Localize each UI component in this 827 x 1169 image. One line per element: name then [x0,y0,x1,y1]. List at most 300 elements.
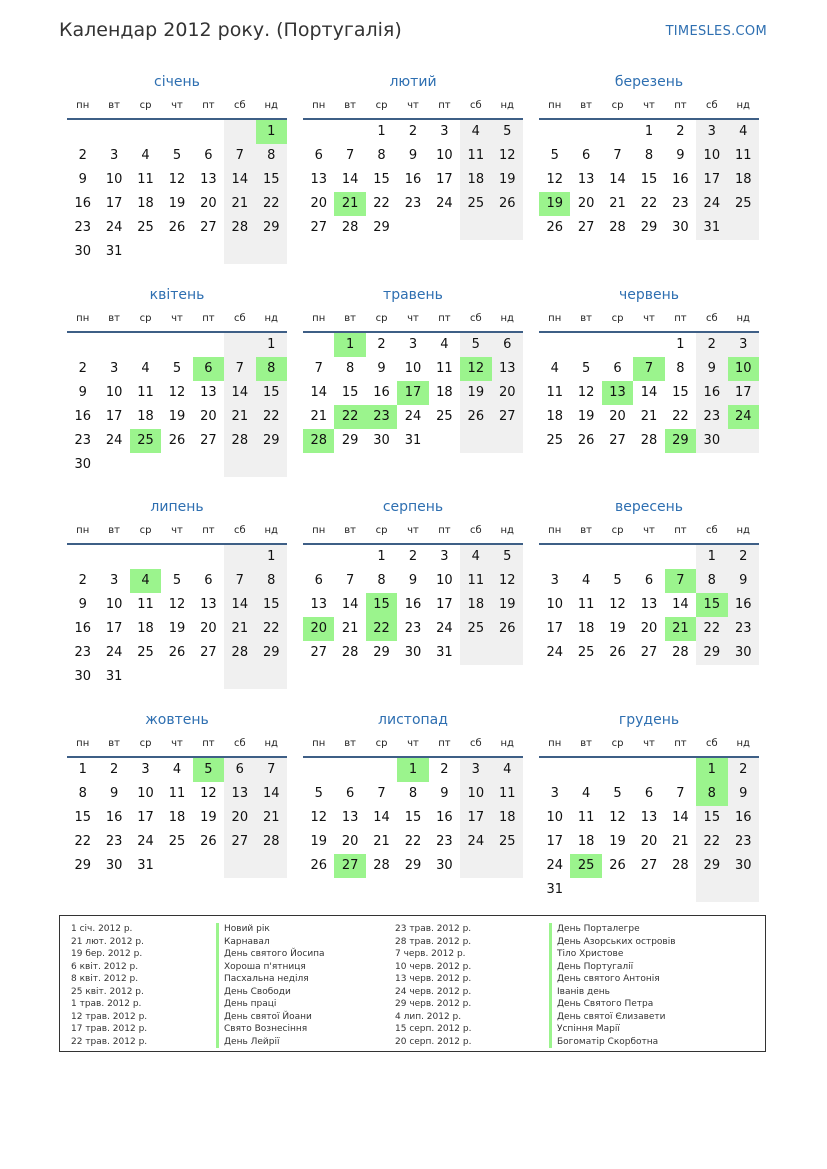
day-cell[interactable]: 29 [74,858,91,873]
day-cell[interactable]: 15 [640,172,658,187]
day-cell[interactable]: 17 [105,621,123,636]
day-cell[interactable]: 16 [74,409,91,424]
day-cell[interactable]: 31 [105,669,123,684]
day-cell[interactable]: 25 [492,830,523,854]
day-cell[interactable]: 27 [609,433,626,448]
day-cell[interactable]: 23 [74,645,91,660]
day-cell[interactable]: 15 [404,810,422,825]
day-cell[interactable]: 24 [546,645,563,660]
day-cell[interactable]: 13 [200,597,217,612]
day-cell[interactable]: 27 [334,854,365,878]
day-cell[interactable]: 29 [696,641,727,665]
day-cell[interactable]: 31 [696,216,727,240]
day-cell[interactable]: 22 [404,834,422,849]
day-cell[interactable]: 1 [696,758,727,782]
day-cell[interactable]: 7 [224,357,255,381]
day-cell[interactable]: 15 [256,593,287,617]
day-cell[interactable]: 11 [577,597,595,612]
day-cell[interactable]: 9 [78,172,87,187]
day-cell[interactable]: 4 [492,758,523,782]
day-cell[interactable]: 30 [728,854,759,878]
day-cell[interactable]: 6 [644,573,654,588]
day-cell[interactable]: 21 [341,621,359,636]
day-cell[interactable]: 11 [460,144,491,168]
day-cell[interactable]: 26 [609,645,626,660]
day-cell[interactable]: 17 [105,409,123,424]
day-cell[interactable]: 16 [672,172,689,187]
day-cell[interactable]: 22 [640,196,658,211]
day-cell[interactable]: 26 [492,192,523,216]
day-cell[interactable]: 6 [613,361,622,376]
day-cell[interactable]: 18 [577,834,595,849]
day-cell[interactable]: 9 [728,782,759,806]
day-cell[interactable]: 24 [696,192,727,216]
day-cell[interactable]: 9 [109,786,119,801]
day-cell[interactable]: 14 [224,168,255,192]
day-cell[interactable]: 10 [105,172,123,187]
day-cell[interactable]: 10 [546,810,563,825]
day-cell[interactable]: 8 [78,786,87,801]
day-cell[interactable]: 6 [581,148,591,163]
day-cell[interactable]: 4 [581,786,591,801]
day-cell[interactable]: 4 [141,148,150,163]
day-cell[interactable]: 28 [672,858,689,873]
day-cell[interactable]: 28 [224,429,255,453]
day-cell[interactable]: 29 [256,429,287,453]
day-cell[interactable]: 10 [436,573,453,588]
day-cell[interactable]: 1 [644,124,654,139]
day-cell[interactable]: 27 [640,645,658,660]
day-cell[interactable]: 29 [404,858,422,873]
day-cell[interactable]: 4 [440,337,449,352]
day-cell[interactable]: 11 [728,144,759,168]
day-cell[interactable]: 5 [550,148,559,163]
day-cell[interactable]: 2 [676,124,685,139]
day-cell[interactable]: 24 [105,220,123,235]
day-cell[interactable]: 5 [172,148,182,163]
day-cell[interactable]: 22 [256,617,287,641]
day-cell[interactable]: 9 [408,573,418,588]
day-cell[interactable]: 19 [168,409,186,424]
day-cell[interactable]: 26 [460,405,491,429]
day-cell[interactable]: 17 [137,810,154,825]
day-cell[interactable]: 14 [640,385,658,400]
day-cell[interactable]: 1 [377,549,386,564]
day-cell[interactable]: 25 [137,645,154,660]
day-cell[interactable]: 10 [436,148,453,163]
day-cell[interactable]: 8 [408,786,418,801]
day-cell[interactable]: 4 [550,361,559,376]
day-cell[interactable]: 22 [366,617,397,641]
day-cell[interactable]: 10 [546,597,563,612]
day-cell[interactable]: 19 [492,593,523,617]
day-cell[interactable]: 7 [633,357,664,381]
day-cell[interactable]: 26 [492,617,523,641]
day-cell[interactable]: 19 [539,192,570,216]
day-cell[interactable]: 11 [137,172,154,187]
day-cell[interactable]: 17 [436,172,453,187]
day-cell[interactable]: 2 [408,124,418,139]
day-cell[interactable]: 16 [74,621,91,636]
day-cell[interactable]: 15 [696,806,727,830]
day-cell[interactable]: 19 [609,834,626,849]
day-cell[interactable]: 16 [728,593,759,617]
day-cell[interactable]: 7 [314,361,323,376]
day-cell[interactable]: 6 [204,573,213,588]
day-cell[interactable]: 27 [200,220,217,235]
day-cell[interactable]: 11 [436,361,453,376]
day-cell[interactable]: 8 [256,357,287,381]
day-cell[interactable]: 26 [168,220,186,235]
day-cell[interactable]: 28 [256,830,287,854]
day-cell[interactable]: 7 [377,786,386,801]
day-cell[interactable]: 17 [436,597,453,612]
day-cell[interactable]: 13 [224,782,255,806]
day-cell[interactable]: 7 [676,786,685,801]
day-cell[interactable]: 2 [377,337,386,352]
day-cell[interactable]: 13 [200,385,217,400]
day-cell[interactable]: 12 [546,172,563,187]
day-cell[interactable]: 20 [492,381,523,405]
day-cell[interactable]: 20 [640,621,658,636]
day-cell[interactable]: 25 [130,429,161,453]
day-cell[interactable]: 18 [728,168,759,192]
day-cell[interactable]: 18 [460,593,491,617]
day-cell[interactable]: 17 [546,834,563,849]
day-cell[interactable]: 21 [224,192,255,216]
day-cell[interactable]: 15 [256,168,287,192]
day-cell[interactable]: 17 [696,168,727,192]
day-cell[interactable]: 8 [377,148,386,163]
day-cell[interactable]: 2 [696,333,727,357]
day-cell[interactable]: 27 [310,645,327,660]
day-cell[interactable]: 24 [436,621,453,636]
day-cell[interactable]: 20 [609,409,626,424]
day-cell[interactable]: 5 [460,333,491,357]
day-cell[interactable]: 20 [640,834,658,849]
day-cell[interactable]: 13 [310,597,327,612]
day-cell[interactable]: 11 [460,569,491,593]
day-cell[interactable]: 17 [460,806,491,830]
day-cell[interactable]: 22 [696,830,727,854]
day-cell[interactable]: 1 [377,124,386,139]
day-cell[interactable]: 14 [373,810,390,825]
day-cell[interactable]: 1 [256,333,287,357]
day-cell[interactable]: 7 [224,569,255,593]
day-cell[interactable]: 18 [460,168,491,192]
day-cell[interactable]: 10 [105,385,123,400]
day-cell[interactable]: 9 [440,786,449,801]
day-cell[interactable]: 23 [404,196,422,211]
day-cell[interactable]: 29 [373,645,390,660]
day-cell[interactable]: 4 [728,120,759,144]
day-cell[interactable]: 3 [728,333,759,357]
day-cell[interactable]: 12 [200,786,217,801]
day-cell[interactable]: 22 [334,405,365,429]
day-cell[interactable]: 2 [408,549,418,564]
day-cell[interactable]: 29 [256,641,287,665]
day-cell[interactable]: 29 [696,854,727,878]
day-cell[interactable]: 21 [310,409,327,424]
day-cell[interactable]: 21 [640,409,658,424]
day-cell[interactable]: 13 [341,810,359,825]
day-cell[interactable]: 8 [377,573,386,588]
day-cell[interactable]: 29 [256,216,287,240]
day-cell[interactable]: 12 [168,597,186,612]
day-cell[interactable]: 21 [609,196,626,211]
day-cell[interactable]: 7 [613,148,622,163]
day-cell[interactable]: 22 [696,617,727,641]
day-cell[interactable]: 23 [74,433,91,448]
day-cell[interactable]: 28 [303,429,334,453]
day-cell[interactable]: 21 [665,617,696,641]
day-cell[interactable]: 14 [609,172,626,187]
day-cell[interactable]: 23 [436,834,453,849]
day-cell[interactable]: 12 [577,385,595,400]
day-cell[interactable]: 20 [303,617,334,641]
day-cell[interactable]: 26 [168,645,186,660]
day-cell[interactable]: 20 [310,196,327,211]
day-cell[interactable]: 21 [256,806,287,830]
day-cell[interactable]: 13 [602,381,633,405]
day-cell[interactable]: 29 [640,220,658,235]
day-cell[interactable]: 9 [78,597,87,612]
day-cell[interactable]: 12 [168,385,186,400]
day-cell[interactable]: 27 [200,433,217,448]
day-cell[interactable]: 5 [172,573,182,588]
day-cell[interactable]: 22 [256,405,287,429]
day-cell[interactable]: 17 [105,196,123,211]
day-cell[interactable]: 21 [224,617,255,641]
day-cell[interactable]: 7 [345,148,355,163]
day-cell[interactable]: 19 [492,168,523,192]
day-cell[interactable]: 1 [256,545,287,569]
day-cell[interactable]: 26 [310,858,327,873]
day-cell[interactable]: 2 [728,545,759,569]
day-cell[interactable]: 26 [546,220,563,235]
day-cell[interactable]: 14 [672,597,689,612]
day-cell[interactable]: 3 [460,758,491,782]
day-cell[interactable]: 22 [74,834,91,849]
day-cell[interactable]: 6 [314,573,323,588]
day-cell[interactable]: 23 [672,196,689,211]
day-cell[interactable]: 29 [665,429,696,453]
day-cell[interactable]: 1 [78,762,87,777]
day-cell[interactable]: 20 [224,806,255,830]
day-cell[interactable]: 19 [200,810,217,825]
day-cell[interactable]: 8 [345,361,355,376]
day-cell[interactable]: 30 [105,858,123,873]
day-cell[interactable]: 20 [341,834,359,849]
day-cell[interactable]: 5 [172,361,182,376]
day-cell[interactable]: 24 [137,834,154,849]
day-cell[interactable]: 30 [74,669,91,684]
day-cell[interactable]: 27 [577,220,595,235]
day-cell[interactable]: 2 [109,762,119,777]
day-cell[interactable]: 2 [78,148,87,163]
day-cell[interactable]: 23 [728,617,759,641]
brand-logo[interactable]: TIMESLES.COM [665,24,767,39]
day-cell[interactable]: 3 [109,148,119,163]
day-cell[interactable]: 14 [672,810,689,825]
day-cell[interactable]: 23 [728,830,759,854]
day-cell[interactable]: 5 [314,786,323,801]
day-cell[interactable]: 25 [546,433,563,448]
day-cell[interactable]: 18 [577,621,595,636]
day-cell[interactable]: 26 [577,433,595,448]
day-cell[interactable]: 5 [492,545,523,569]
day-cell[interactable]: 25 [137,220,154,235]
day-cell[interactable]: 9 [377,361,386,376]
day-cell[interactable]: 18 [137,621,154,636]
day-cell[interactable]: 18 [137,409,154,424]
day-cell[interactable]: 6 [314,148,323,163]
day-cell[interactable]: 16 [696,381,727,405]
day-cell[interactable]: 30 [728,641,759,665]
day-cell[interactable]: 24 [105,433,123,448]
day-cell[interactable]: 30 [404,645,422,660]
day-cell[interactable]: 3 [141,762,150,777]
day-cell[interactable]: 24 [460,830,491,854]
day-cell[interactable]: 5 [193,758,224,782]
day-cell[interactable]: 9 [728,569,759,593]
day-cell[interactable]: 3 [109,573,119,588]
day-cell[interactable]: 16 [105,810,123,825]
day-cell[interactable]: 28 [341,645,359,660]
day-cell[interactable]: 13 [200,172,217,187]
day-cell[interactable]: 12 [168,172,186,187]
day-cell[interactable]: 1 [397,758,428,782]
day-cell[interactable]: 12 [310,810,327,825]
day-cell[interactable]: 2 [728,758,759,782]
day-cell[interactable]: 30 [373,433,390,448]
day-cell[interactable]: 19 [577,409,595,424]
day-cell[interactable]: 3 [408,337,418,352]
day-cell[interactable]: 2 [78,573,87,588]
day-cell[interactable]: 4 [460,120,491,144]
day-cell[interactable]: 30 [436,858,453,873]
day-cell[interactable]: 6 [204,148,213,163]
day-cell[interactable]: 3 [440,124,449,139]
day-cell[interactable]: 10 [460,782,491,806]
day-cell[interactable]: 1 [696,545,727,569]
day-cell[interactable]: 18 [168,810,186,825]
day-cell[interactable]: 11 [137,597,154,612]
day-cell[interactable]: 25 [436,409,453,424]
day-cell[interactable]: 16 [74,196,91,211]
day-cell[interactable]: 12 [609,597,626,612]
day-cell[interactable]: 26 [609,858,626,873]
day-cell[interactable]: 12 [460,357,491,381]
day-cell[interactable]: 14 [256,782,287,806]
day-cell[interactable]: 21 [373,834,390,849]
day-cell[interactable]: 7 [665,569,696,593]
day-cell[interactable]: 5 [492,120,523,144]
day-cell[interactable]: 6 [193,357,224,381]
day-cell[interactable]: 28 [672,645,689,660]
day-cell[interactable]: 8 [256,569,287,593]
day-cell[interactable]: 11 [492,782,523,806]
day-cell[interactable]: 25 [570,854,601,878]
day-cell[interactable]: 15 [74,810,91,825]
day-cell[interactable]: 3 [696,120,727,144]
day-cell[interactable]: 15 [672,385,689,400]
day-cell[interactable]: 23 [105,834,123,849]
day-cell[interactable]: 27 [492,405,523,429]
day-cell[interactable]: 1 [256,120,287,144]
day-cell[interactable]: 8 [676,361,685,376]
day-cell[interactable]: 28 [224,641,255,665]
day-cell[interactable]: 30 [696,429,727,453]
day-cell[interactable]: 14 [224,593,255,617]
day-cell[interactable]: 20 [200,409,217,424]
day-cell[interactable]: 1 [676,337,685,352]
day-cell[interactable]: 15 [696,593,727,617]
day-cell[interactable]: 1 [334,333,365,357]
day-cell[interactable]: 16 [373,385,390,400]
day-cell[interactable]: 18 [492,806,523,830]
day-cell[interactable]: 10 [137,786,154,801]
day-cell[interactable]: 31 [137,858,154,873]
day-cell[interactable]: 27 [200,645,217,660]
day-cell[interactable]: 29 [373,220,390,235]
day-cell[interactable]: 30 [672,220,689,235]
day-cell[interactable]: 25 [168,834,186,849]
day-cell[interactable]: 25 [577,645,595,660]
day-cell[interactable]: 9 [676,148,685,163]
day-cell[interactable]: 13 [577,172,595,187]
day-cell[interactable]: 14 [224,381,255,405]
day-cell[interactable]: 15 [366,593,397,617]
day-cell[interactable]: 15 [373,172,390,187]
day-cell[interactable]: 18 [436,385,453,400]
day-cell[interactable]: 14 [341,597,359,612]
day-cell[interactable]: 11 [577,810,595,825]
day-cell[interactable]: 13 [640,810,658,825]
day-cell[interactable]: 3 [550,786,559,801]
day-cell[interactable]: 30 [74,457,91,472]
day-cell[interactable]: 12 [609,810,626,825]
day-cell[interactable]: 24 [728,405,759,429]
day-cell[interactable]: 27 [224,830,255,854]
day-cell[interactable]: 11 [546,385,563,400]
day-cell[interactable]: 4 [141,361,150,376]
day-cell[interactable]: 2 [440,762,449,777]
day-cell[interactable]: 7 [224,144,255,168]
day-cell[interactable]: 6 [345,786,355,801]
day-cell[interactable]: 8 [696,782,727,806]
day-cell[interactable]: 7 [345,573,355,588]
day-cell[interactable]: 4 [172,762,182,777]
day-cell[interactable]: 19 [460,381,491,405]
day-cell[interactable]: 12 [492,569,523,593]
day-cell[interactable]: 15 [256,381,287,405]
day-cell[interactable]: 23 [74,220,91,235]
day-cell[interactable]: 27 [640,858,658,873]
day-cell[interactable]: 30 [74,244,91,259]
day-cell[interactable]: 17 [728,381,759,405]
day-cell[interactable]: 21 [334,192,365,216]
day-cell[interactable]: 11 [168,786,186,801]
day-cell[interactable]: 21 [224,405,255,429]
day-cell[interactable]: 28 [341,220,359,235]
day-cell[interactable]: 19 [168,196,186,211]
day-cell[interactable]: 28 [640,433,658,448]
day-cell[interactable]: 10 [404,361,422,376]
day-cell[interactable]: 9 [78,385,87,400]
day-cell[interactable]: 13 [492,357,523,381]
day-cell[interactable]: 19 [168,621,186,636]
